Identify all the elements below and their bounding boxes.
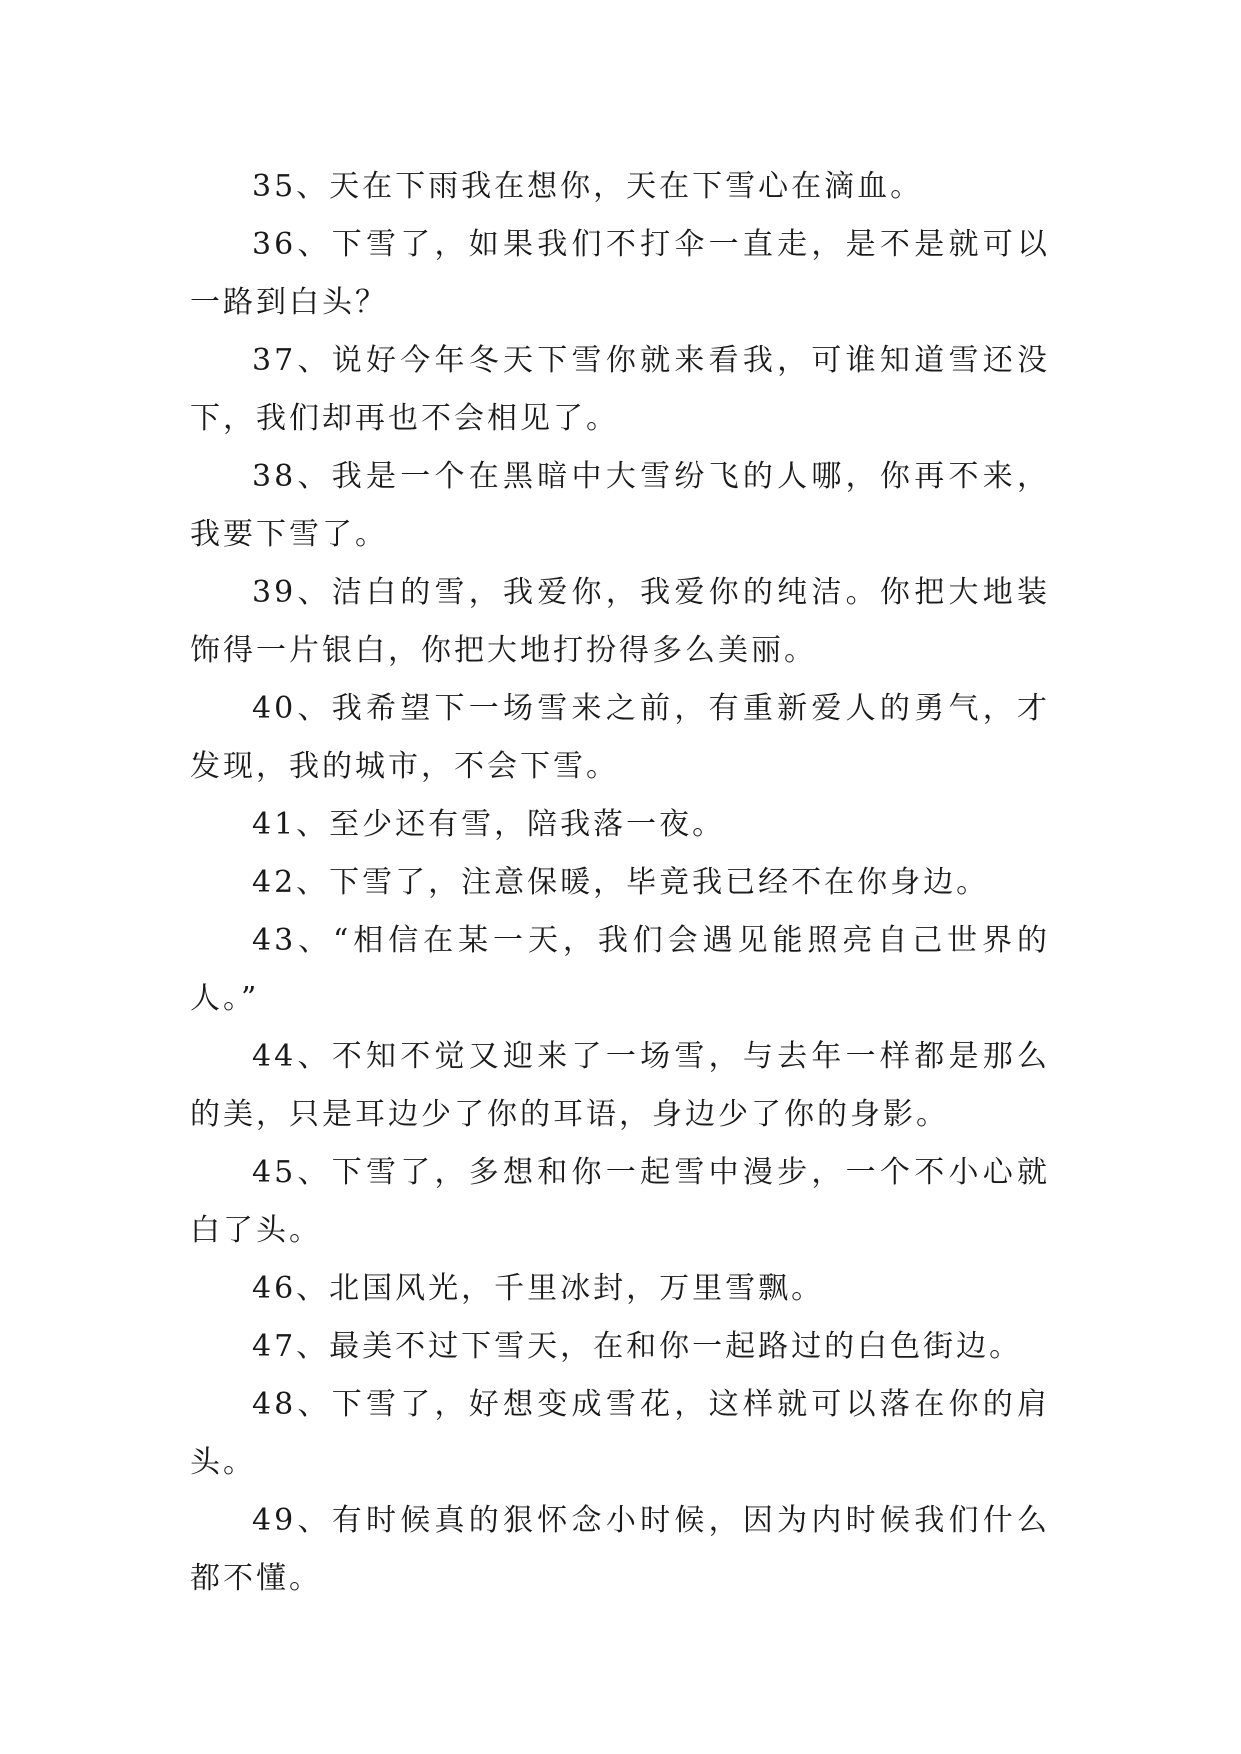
paragraph-36: 36、下雪了，如果我们不打伞一直走，是不是就可以一路到白头？ bbox=[190, 227, 1050, 320]
paragraph-48: 48、下雪了，好想变成雪花，这样就可以落在你的肩头。 bbox=[190, 1387, 1050, 1480]
paragraph-45: 45、下雪了，多想和你一起雪中漫步，一个不小心就白了头。 bbox=[190, 1155, 1050, 1248]
paragraph-47: 47、最美不过下雪天，在和你一起路过的白色街边。 bbox=[252, 1329, 1023, 1364]
paragraph-41: 41、至少还有雪，陪我落一夜。 bbox=[252, 807, 726, 842]
paragraph-35: 35、天在下雨我在想你，天在下雪心在滴血。 bbox=[252, 169, 924, 204]
paragraph-37: 37、说好今年冬天下雪你就来看我，可谁知道雪还没下，我们却再也不会相见了。 bbox=[190, 343, 1050, 436]
paragraph-49: 49、有时候真的狠怀念小时候，因为内时候我们什么都不懂。 bbox=[190, 1503, 1050, 1596]
paragraph-46: 46、北国风光，千里冰封，万里雪飘。 bbox=[252, 1271, 825, 1306]
paragraph-42: 42、下雪了，注意保暖，毕竟我已经不在你身边。 bbox=[252, 865, 990, 900]
paragraph-43: 43、“相信在某一天，我们会遇见能照亮自己世界的人。” bbox=[190, 923, 1050, 1016]
document-body bbox=[190, 158, 1050, 1608]
paragraph-40: 40、我希望下一场雪来之前，有重新爱人的勇气，才发现，我的城市，不会下雪。 bbox=[190, 691, 1050, 784]
paragraph-44: 44、不知不觉又迎来了一场雪，与去年一样都是那么的美，只是耳边少了你的耳语，身边少了你的身影。 bbox=[190, 1039, 1050, 1132]
paragraph-38: 38、我是一个在黑暗中大雪纷飞的人哪，你再不来，我要下雪了。 bbox=[190, 459, 1050, 552]
paragraph-39: 39、洁白的雪，我爱你，我爱你的纯洁。你把大地装饰得一片银白，你把大地打扮得多么美丽。 bbox=[190, 575, 1050, 668]
